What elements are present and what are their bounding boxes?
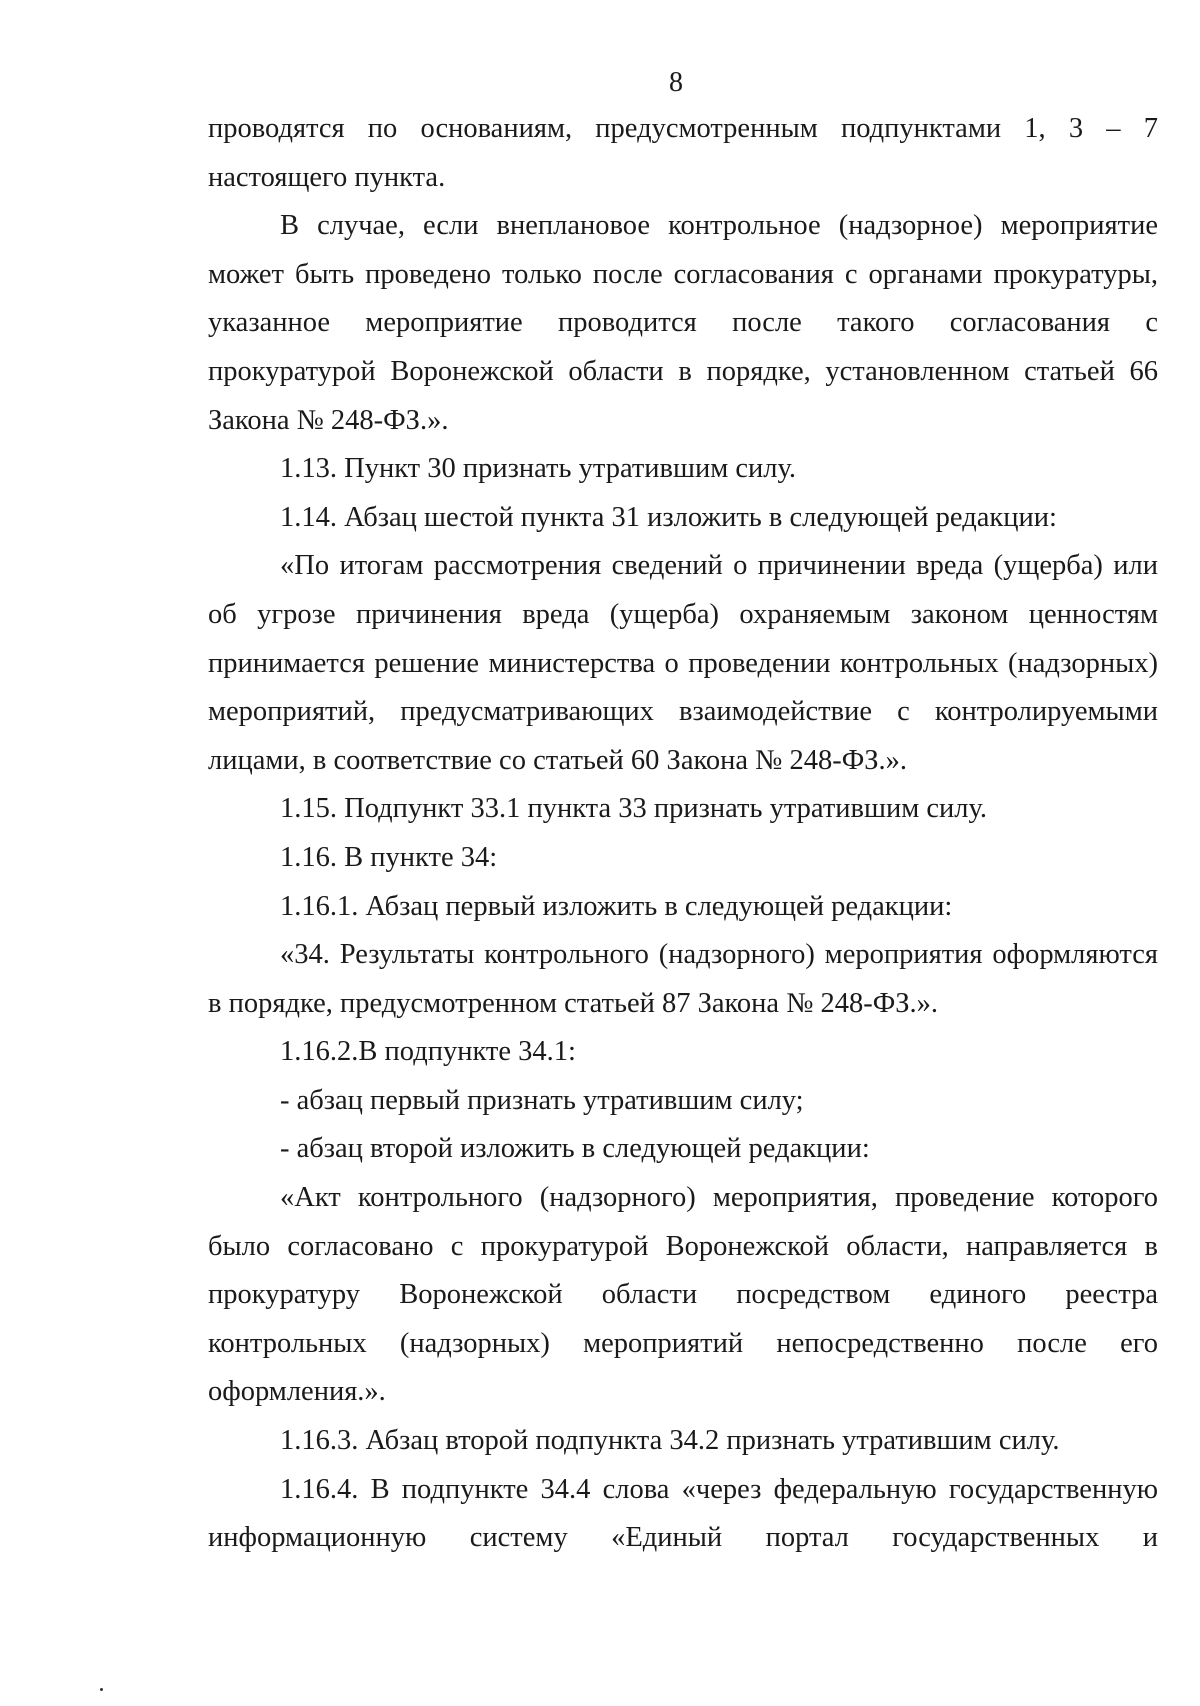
paragraph-1-16-3: 1.16.3. Абзац второй подпункта 34.2 признать утратившим силу.: [280, 1425, 1060, 1457]
paragraph-continuation: проводятся по основаниям, предусмотренным подпунктами 1, 3 – 7 настоящего пункта.: [208, 113, 1158, 193]
paragraph-act-text: «Акт контрольного (надзорного) мероприятия, проведение которого было согласовано с прокуратурой Воронежской области, направляется в прокуратуру Воронежской области посредством единого реестра контрольных (надзорных) мероприятий непосредственно после его оформления.».: [208, 1182, 1158, 1408]
list-item-first-paragraph: - абзац первый признать утратившим силу;: [280, 1084, 804, 1116]
paragraph-1-13: 1.13. Пункт 30 признать утратившим силу.: [280, 453, 797, 485]
paragraph-1-16-2: 1.16.2.В подпункте 34.1:: [280, 1036, 576, 1068]
paragraph-prosecutor-approval: В случае, если внеплановое контрольное (надзорное) мероприятие может быть проведено только после согласования с органами прокуратуры, указанное мероприятие проводится после такого согласования с прокуратурой Воронежской области в порядке, установленном статьей 66 Закона № 248-ФЗ.».: [208, 210, 1158, 436]
paragraph-1-16-1: 1.16.1. Абзац первый изложить в следующей редакции:: [280, 890, 953, 922]
paragraph-1-14-text: «По итогам рассмотрения сведений о причинении вреда (ущерба) или об угрозе причинения вреда (ущерба) охраняемым законом ценностям принимается решение министерства о проведении контрольных (надзорных) мероприятий, предусматривающих взаимодействие с контролируемыми лицами, в соответствие со статьей 60 Закона № 248-ФЗ.».: [208, 550, 1158, 776]
scan-dot-mark: [100, 1688, 103, 1691]
page-number: 8: [669, 67, 683, 98]
paragraph-1-15: 1.15. Подпункт 33.1 пункта 33 признать утратившим силу.: [280, 793, 988, 825]
paragraph-1-16-4: 1.16.4. В подпункте 34.4 слова «через федеральную государственную информационную систему «Единый портал государственных и: [208, 1473, 1158, 1554]
paragraph-1-16-1-text: «34. Результаты контрольного (надзорного) мероприятия оформляются в порядке, предусмотренном статьей 87 Закона № 248-ФЗ.».: [208, 939, 1158, 1019]
list-item-second-paragraph: - абзац второй изложить в следующей редакции:: [280, 1133, 870, 1165]
paragraph-1-14: 1.14. Абзац шестой пункта 31 изложить в следующей редакции:: [280, 501, 1057, 533]
paragraph-1-16: 1.16. В пункте 34:: [280, 841, 498, 873]
document-body: [208, 105, 1158, 1563]
